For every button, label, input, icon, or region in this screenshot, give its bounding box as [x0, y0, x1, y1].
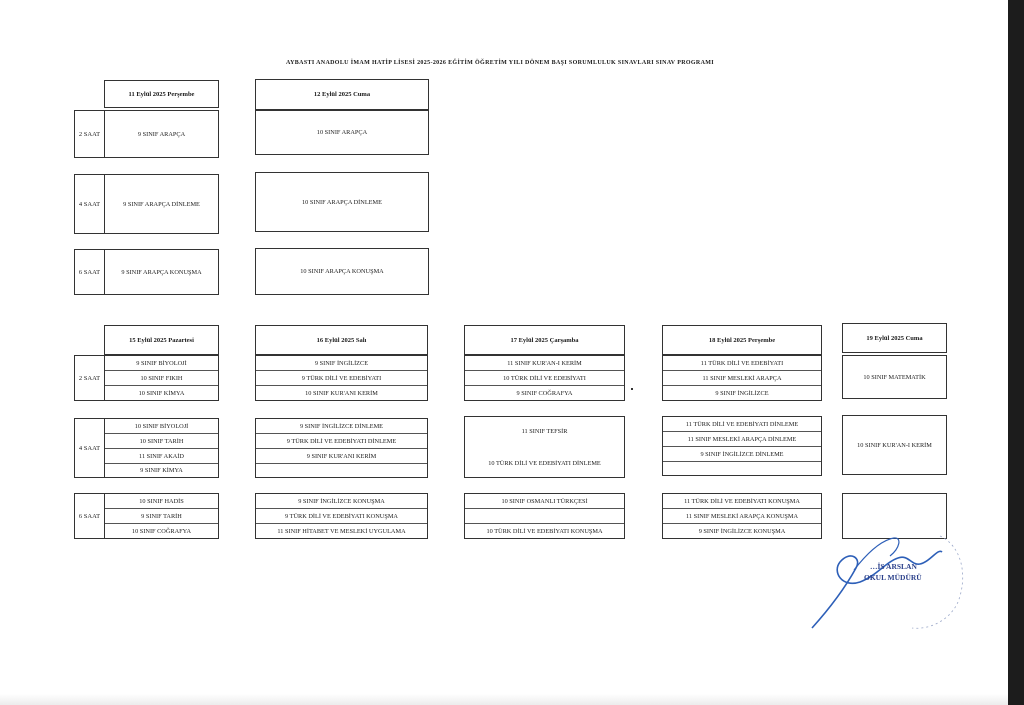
exam-cell: [464, 355, 625, 401]
exam-subject: 9 SINIF İNGİLİZCE: [715, 389, 769, 397]
exam-cell: [842, 415, 947, 475]
exam-subject: 9 SINIF İNGİLİZCE KONUŞMA: [256, 494, 427, 509]
exam-subject: 11 TÜRK DİLİ VE EDEBİYATI: [663, 356, 821, 371]
exam-subject: 11 SINIF MESLEKİ ARAPÇA KONUŞMA: [663, 509, 821, 524]
exam-subject: 10 SINIF FIKIH: [105, 371, 218, 386]
exam-subject: 9 SINIF KUR'ANI KERİM: [256, 449, 427, 464]
exam-cell: [104, 355, 219, 401]
slot-label: 2 SAAT: [74, 355, 104, 401]
exam-subject: 9 SINIF İNGİLİZCE: [256, 356, 427, 371]
exam-subject: 9 SINIF İNGİLİZCE KONUŞMA: [698, 527, 786, 535]
exam-subject: 9 SINIF ARAPÇA KONUŞMA: [121, 268, 202, 276]
signature-title: OKUL MÜDÜRÜ: [864, 573, 922, 582]
exam-subject: 10 SINIF KİMYA: [138, 389, 185, 397]
exam-subject: 9 SINIF COĞRAFYA: [516, 389, 573, 397]
exam-subject: 9 SINIF ARAPÇA: [137, 130, 186, 138]
day-header: 15 Eylül 2025 Pazartesi: [104, 325, 219, 355]
exam-subject: 10 SINIF KUR'ANI KERİM: [305, 389, 378, 397]
scan-bottom-shadow: [0, 694, 1008, 705]
exam-subject: 9 SINIF İNGİLİZCE DİNLEME: [256, 419, 427, 434]
exam-subject: 10 SINIF COĞRAFYA: [131, 527, 192, 535]
exam-subject: 9 SINIF TARİH: [105, 509, 218, 524]
exam-cell: [104, 418, 219, 478]
day-header: 12 Eylül 2025 Cuma: [255, 79, 429, 110]
exam-cell: [255, 355, 428, 401]
exam-cell: [255, 493, 428, 539]
exam-subject: 10 TÜRK DİLİ VE EDEBİYATI KONUŞMA: [486, 527, 603, 535]
exam-cell: [842, 355, 947, 399]
exam-cell: [662, 355, 822, 401]
exam-subject: 10 SINIF KUR'AN-I KERİM: [857, 441, 932, 449]
stray-mark: [631, 388, 633, 390]
document-title: AYBASTI ANADOLU İMAM HATİP LİSESİ 2025-2026 EĞİTİM ÖĞRETİM YILI DÖNEM BAŞI SORUMLULUK SINAVLARI SINAV PROGRAMI: [285, 60, 714, 66]
exam-subject: 10 SINIF BİYOLOJİ: [105, 419, 218, 434]
exam-subject: 9 TÜRK DİLİ VE EDEBİYATI KONUŞMA: [256, 509, 427, 524]
exam-cell: [662, 416, 822, 476]
exam-subject: 10 TÜRK DİLİ VE EDEBİYATI DİNLEME: [488, 459, 601, 467]
signature-name: …İS ARSLAN: [870, 562, 917, 571]
slot-label: 2 SAAT: [74, 110, 104, 158]
exam-subject: 11 SINIF KUR'AN-I KERİM: [465, 356, 624, 371]
slot-label: 6 SAAT: [74, 249, 104, 295]
exam-subject: [465, 509, 624, 524]
exam-cell: [255, 418, 428, 478]
exam-cell: [464, 493, 625, 539]
exam-subject: 9 SINIF ARAPÇA DİNLEME: [123, 200, 200, 208]
exam-cell: [255, 110, 429, 155]
day-header: 18 Eylül 2025 Perşembe: [662, 325, 822, 355]
day-header: 16 Eylül 2025 Salı: [255, 325, 428, 355]
day-header: 19 Eylül 2025 Cuma: [842, 323, 947, 353]
exam-subject: 10 SINIF ARAPÇA KONUŞMA: [300, 268, 384, 275]
slot-label: 4 SAAT: [74, 174, 104, 234]
exam-subject: 9 SINIF İNGİLİZCE DİNLEME: [663, 447, 821, 462]
exam-cell: [104, 493, 219, 539]
exam-subject: [663, 462, 821, 475]
exam-subject: 11 SINIF MESLEKİ ARAPÇA DİNLEME: [663, 432, 821, 447]
exam-cell: [255, 248, 429, 295]
exam-subject: 10 SINIF ARAPÇA: [316, 129, 368, 136]
exam-subject: [256, 464, 427, 477]
exam-subject: 10 SINIF ARAPÇA DİNLEME: [302, 198, 382, 206]
exam-subject: 11 TÜRK DİLİ VE EDEBİYATI DİNLEME: [663, 417, 821, 432]
exam-subject: 10 SINIF MATEMATİK: [863, 373, 926, 381]
exam-subject: 11 TÜRK DİLİ VE EDEBİYATI KONUŞMA: [663, 494, 821, 509]
exam-subject: 10 SINIF TARİH: [105, 434, 218, 449]
exam-subject: 11 SINIF MESLEKİ ARAPÇA: [663, 371, 821, 386]
exam-subject: 9 SINIF BİYOLOJİ: [105, 356, 218, 371]
day-header: 11 Eylül 2025 Perşembe: [104, 80, 219, 108]
exam-subject: 9 SINIF KİMYA: [140, 467, 183, 474]
exam-subject: 11 SINIF AKAİD: [105, 449, 218, 464]
exam-subject: 11 SINIF TEFSİR: [521, 427, 568, 435]
exam-subject: 10 SINIF HADİS: [105, 494, 218, 509]
exam-subject: 10 SINIF OSMANLI TÜRKÇESİ: [465, 494, 624, 509]
exam-cell: [104, 174, 219, 234]
exam-subject: 9 TÜRK DİLİ VE EDEBİYATI DİNLEME: [256, 434, 427, 449]
exam-subject: 9 TÜRK DİLİ VE EDEBİYATI: [256, 371, 427, 386]
exam-cell: [104, 249, 219, 295]
scan-edge-strip: [1008, 0, 1024, 705]
slot-label: 6 SAAT: [74, 493, 104, 539]
exam-subject: 10 TÜRK DİLİ VE EDEBİYATI: [465, 371, 624, 386]
slot-label: 4 SAAT: [74, 418, 104, 478]
exam-cell: [464, 416, 625, 478]
day-header: 17 Eylül 2025 Çarşamba: [464, 325, 625, 355]
exam-subject: 11 SINIF HİTABET VE MESLEKİ UYGULAMA: [277, 527, 406, 535]
exam-cell: [255, 172, 429, 232]
exam-cell: [104, 110, 219, 158]
